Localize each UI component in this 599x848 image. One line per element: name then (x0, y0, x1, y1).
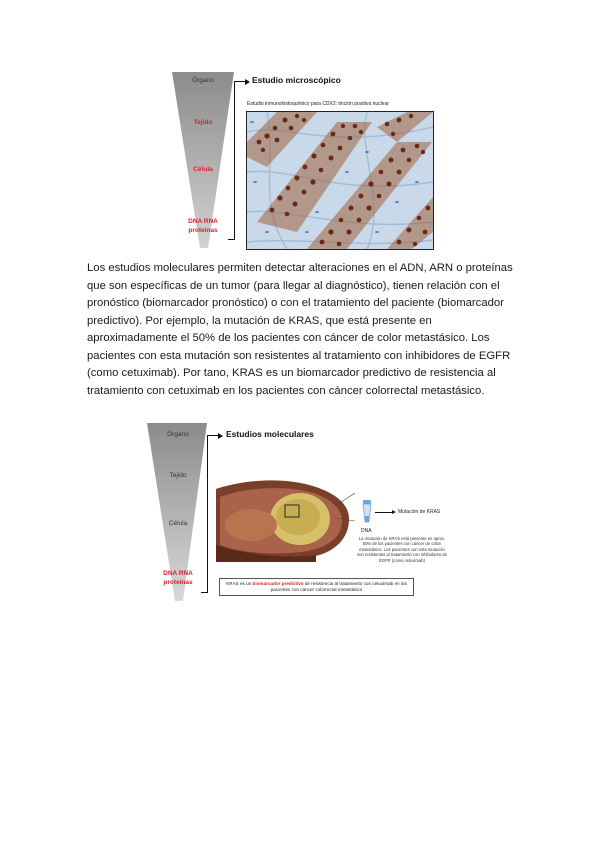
body-paragraph: Los estudios moleculares permiten detectar alteraciones en el ADN, ARN o proteínas que son específicas de un tumor (para llegar al diagnóstico), tienen relación con el pronóstico (biomarcador pronóstico) o con el tratamiento del paciente (biomarcador predictivo). Por ejemplo, la mutación de KRAS, que está presente en aproximadamente el 50% de los pacientes con cáncer de color metastásico. Los pacientes con esta mutación son resistentes al tratamiento con inhibidores de EGFR (como cetuximab). Por tano, KRAS es un biomarcador predictivo de resistencia al tratamiento con cetuximab en los pacientes con cáncer colorrectal metastásico. (87, 262, 513, 397)
level-cell: Célula (193, 166, 213, 173)
box-prefix: KRAS es un (226, 581, 253, 586)
mutation-arrow-line (375, 512, 393, 513)
connector-lines (335, 491, 355, 531)
arrowhead-icon (245, 79, 250, 85)
kras-info-text: La mutación de KRAS está presente en aprox. 50% de los pacientes con cáncer de colon metastásico. Los pacientes con esta mutación son resistentes al tratamiento con inhibidores de EGFR (como cetuximab) (357, 536, 447, 563)
dna-tube-icon (360, 500, 374, 526)
bracket-end (228, 239, 235, 240)
dna-label: DNA (361, 528, 372, 534)
level-tissue: Tejido (193, 119, 213, 126)
figure-title: Estudio microscópico (252, 75, 341, 85)
level-organ: Órgano (167, 431, 189, 438)
figure-microscopic-study (170, 70, 435, 252)
box-highlight: biomarcador predictivo (252, 581, 304, 586)
level-dna-rna: DNA RNA (188, 218, 218, 225)
arrowhead-icon (392, 510, 396, 514)
mutation-label: Mutación de KRAS (398, 509, 441, 515)
figure-molecular-study (145, 421, 455, 603)
level-dna-rna: DNA RNA (163, 570, 193, 577)
level-proteins: proteínas (188, 227, 218, 234)
bracket-line (207, 435, 208, 592)
kras-summary-box (219, 578, 414, 596)
box-suffix: de resistencia al tratamiento con cetuximab en los pacientes con cáncer colorrectal metastásico (270, 581, 407, 592)
level-cell: Célula (168, 520, 188, 527)
level-tissue: Tejido (169, 472, 187, 479)
level-proteins: proteínas (163, 579, 193, 586)
figure-caption: Estudio inmunohistoquímico para CDX2: tinción positiva nuclear (247, 101, 390, 107)
bracket-line (234, 81, 235, 239)
bracket-end (201, 592, 208, 593)
figure-title: Estudios moleculares (226, 429, 314, 439)
micrograph-image (246, 111, 434, 250)
level-organ: Órgano (192, 77, 214, 84)
arrowhead-icon (218, 433, 223, 439)
tumor-specimen-photo (216, 479, 349, 562)
